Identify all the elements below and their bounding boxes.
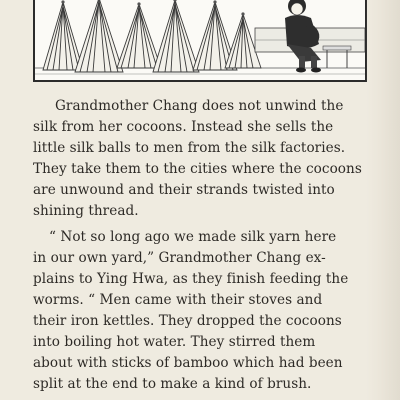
text-line: silk from her cocoons. Instead she sells the: [33, 119, 334, 135]
illustration-silk-straw-and-woman: [33, 0, 367, 82]
text-line: into boiling hot water. They stirred them: [33, 334, 316, 350]
text-line: shining thread.: [33, 203, 139, 219]
text-line: split at the end to make a kind of brush.: [33, 376, 312, 392]
straw-shocks: [43, 0, 261, 72]
illustration-drawing: [35, 0, 365, 80]
text-line: are unwound and their strands twisted into: [33, 182, 335, 198]
text-line: plains to Ying Hwa, as they finish feeding the: [33, 271, 349, 287]
paragraph-1: [33, 96, 373, 222]
text-line: Grandmother Chang does not unwind the: [55, 98, 344, 114]
body-text: [33, 96, 373, 400]
text-line: their iron kettles. They dropped the cocoons: [33, 313, 342, 329]
text-line: “ Not so long ago we made silk yarn here: [49, 229, 337, 245]
text-line: in our own yard,” Grandmother Chang ex-: [33, 250, 326, 266]
text-line: little silk balls to men from the silk factories.: [33, 140, 346, 156]
paragraph-2: [33, 227, 373, 395]
text-line: worms. “ Men came with their stoves and: [33, 292, 323, 308]
text-line: They take them to the cities where the cocoons: [33, 161, 362, 177]
text-line: about with sticks of bamboo which had been: [33, 355, 343, 371]
